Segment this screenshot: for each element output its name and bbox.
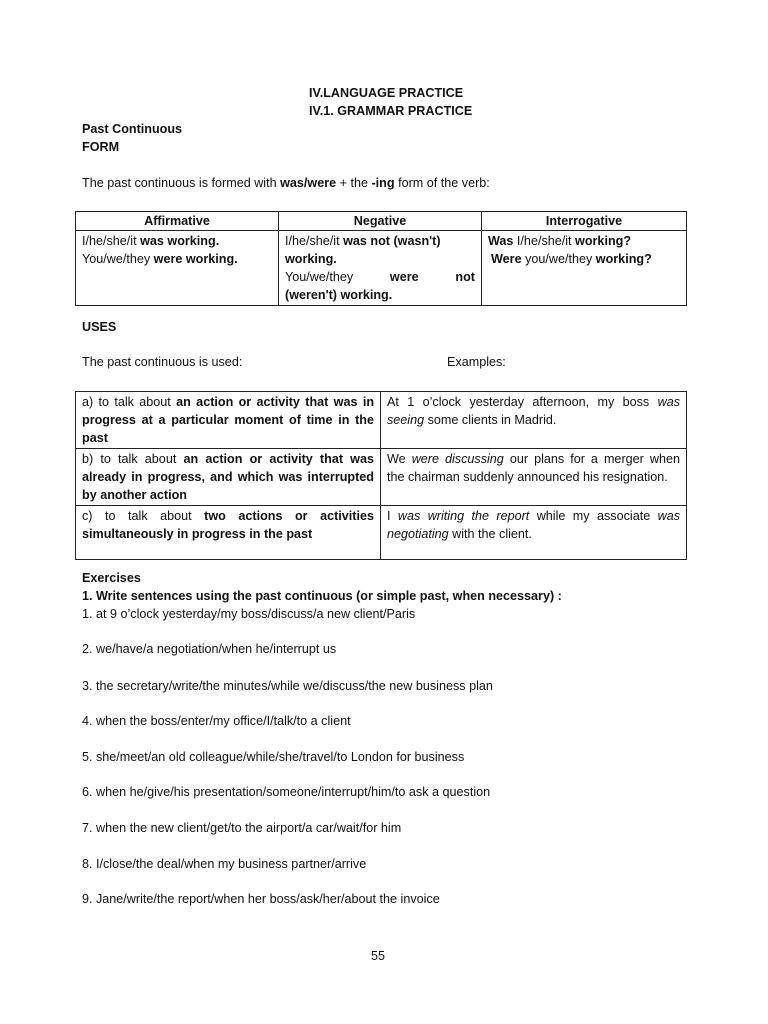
ex-c-text: while my associate (529, 509, 658, 523)
neg-line3 (285, 268, 475, 286)
use-b-prefix: b) to talk about (82, 452, 184, 466)
cell-affirmative (76, 231, 279, 306)
neg-line3-not: not (455, 270, 475, 284)
uses-left-label: The past continuous is used: (82, 355, 243, 369)
ex-c-italic: was writing the report (397, 509, 530, 523)
form-heading: FORM (82, 140, 120, 154)
subsection-title: IV.1. GRAMMAR PRACTICE (309, 104, 473, 118)
form-table (75, 211, 687, 306)
form-intro (82, 176, 490, 190)
intro-text: The past continuous is formed with (82, 176, 281, 190)
neg-line4: (weren't) working. (285, 288, 393, 302)
ex-c-text: with the client. (448, 527, 532, 541)
section-title: IV.LANGUAGE PRACTICE (309, 86, 464, 100)
aff-line2-verb: were working. (153, 252, 238, 266)
topic-title: Past Continuous (82, 122, 183, 136)
use-b-bold: an action or activity that was already in progress, and which was interrupted by another action (82, 452, 374, 502)
intro-bold-waswere: was/were (280, 176, 337, 190)
int-line1-verb: working? (575, 234, 632, 248)
header-interrogative: Interrogative (482, 212, 687, 231)
ex-c-italic: was negotiating (387, 509, 681, 541)
cell-interrogative (482, 231, 687, 306)
exercise-item: 6. when he/give/his presentation/someone/interrupt/him/to ask a question (82, 785, 491, 799)
header-negative: Negative (279, 212, 482, 231)
aff-line1-verb: was working. (140, 234, 220, 248)
int-line2-subject: you/we/they (521, 252, 596, 266)
use-a-description (76, 392, 381, 449)
intro-text: form of the verb: (394, 176, 490, 190)
use-a-prefix: a) to talk about (82, 395, 177, 409)
ex-a-text: At 1 o’clock yesterday afternoon, my boss (387, 395, 658, 409)
use-c-example (381, 506, 687, 560)
int-line1-subject: I/he/she/it (513, 234, 576, 248)
header-affirmative: Affirmative (76, 212, 279, 231)
use-c-prefix: c) to talk about (82, 509, 205, 523)
neg-line1-verb: was not (wasn't) (343, 234, 441, 248)
exercise-item: 4. when the boss/enter/my office/I/talk/to a client (82, 714, 351, 728)
use-c-bold: two actions or activities simultaneously in progress in the past (82, 509, 374, 541)
uses-table (75, 391, 687, 560)
exercise-item: 7. when the new client/get/to the airport/a car/wait/for him (82, 821, 402, 835)
uses-heading: USES (82, 320, 117, 334)
ex-b-text: We (387, 452, 412, 466)
ex-b-text: our plans for a merger when the chairman suddenly announced his resignation. (387, 452, 680, 484)
ex-a-italic: was seeing (387, 395, 680, 427)
int-line1-aux: Was (488, 234, 514, 248)
ex-c-text: I (387, 509, 398, 523)
exercise-item: 2. we/have/a negotiation/when he/interrupt us (82, 642, 337, 656)
intro-text: + the (336, 176, 372, 190)
ex-a-text: some clients in Madrid. (424, 413, 557, 427)
ex-b-italic: were discussing (411, 452, 504, 466)
exercise-item: 3. the secretary/write/the minutes/while we/discuss/the new business plan (82, 679, 493, 693)
use-c-description (76, 506, 381, 560)
neg-line2: working. (285, 252, 337, 266)
exercise-item: 1. at 9 o’clock yesterday/my boss/discuss/a new client/Paris (82, 607, 416, 621)
int-line2-aux: Were (491, 252, 522, 266)
neg-line1-subject: I/he/she/it (285, 234, 344, 248)
exercises-heading: Exercises (82, 571, 141, 585)
intro-bold-ing: -ing (371, 176, 395, 190)
use-b-example (381, 449, 687, 506)
exercise-item: 8. I/close/the deal/when my business partner/arrive (82, 857, 367, 871)
aff-line2-subject: You/we/they (82, 252, 154, 266)
uses-right-label: Examples: (447, 355, 506, 369)
aff-line1-subject: I/he/she/it (82, 234, 141, 248)
cell-negative (279, 231, 482, 306)
int-line2-verb: working? (595, 252, 652, 266)
use-a-bold: an action or activity that was in progress at a particular moment of time in the past (82, 395, 375, 445)
use-a-example (381, 392, 687, 449)
exercise-instruction: 1. Write sentences using the past continuous (or simple past, when necessary) : (82, 589, 562, 603)
neg-line3-subject: You/we/they (285, 270, 354, 284)
exercise-item: 5. she/meet/an old colleague/while/she/travel/to London for business (82, 750, 465, 764)
exercise-item: 9. Jane/write/the report/when her boss/ask/her/about the invoice (82, 892, 440, 906)
use-b-description (76, 449, 381, 506)
neg-line3-were: were (389, 270, 419, 284)
page-number: 55 (371, 949, 386, 963)
